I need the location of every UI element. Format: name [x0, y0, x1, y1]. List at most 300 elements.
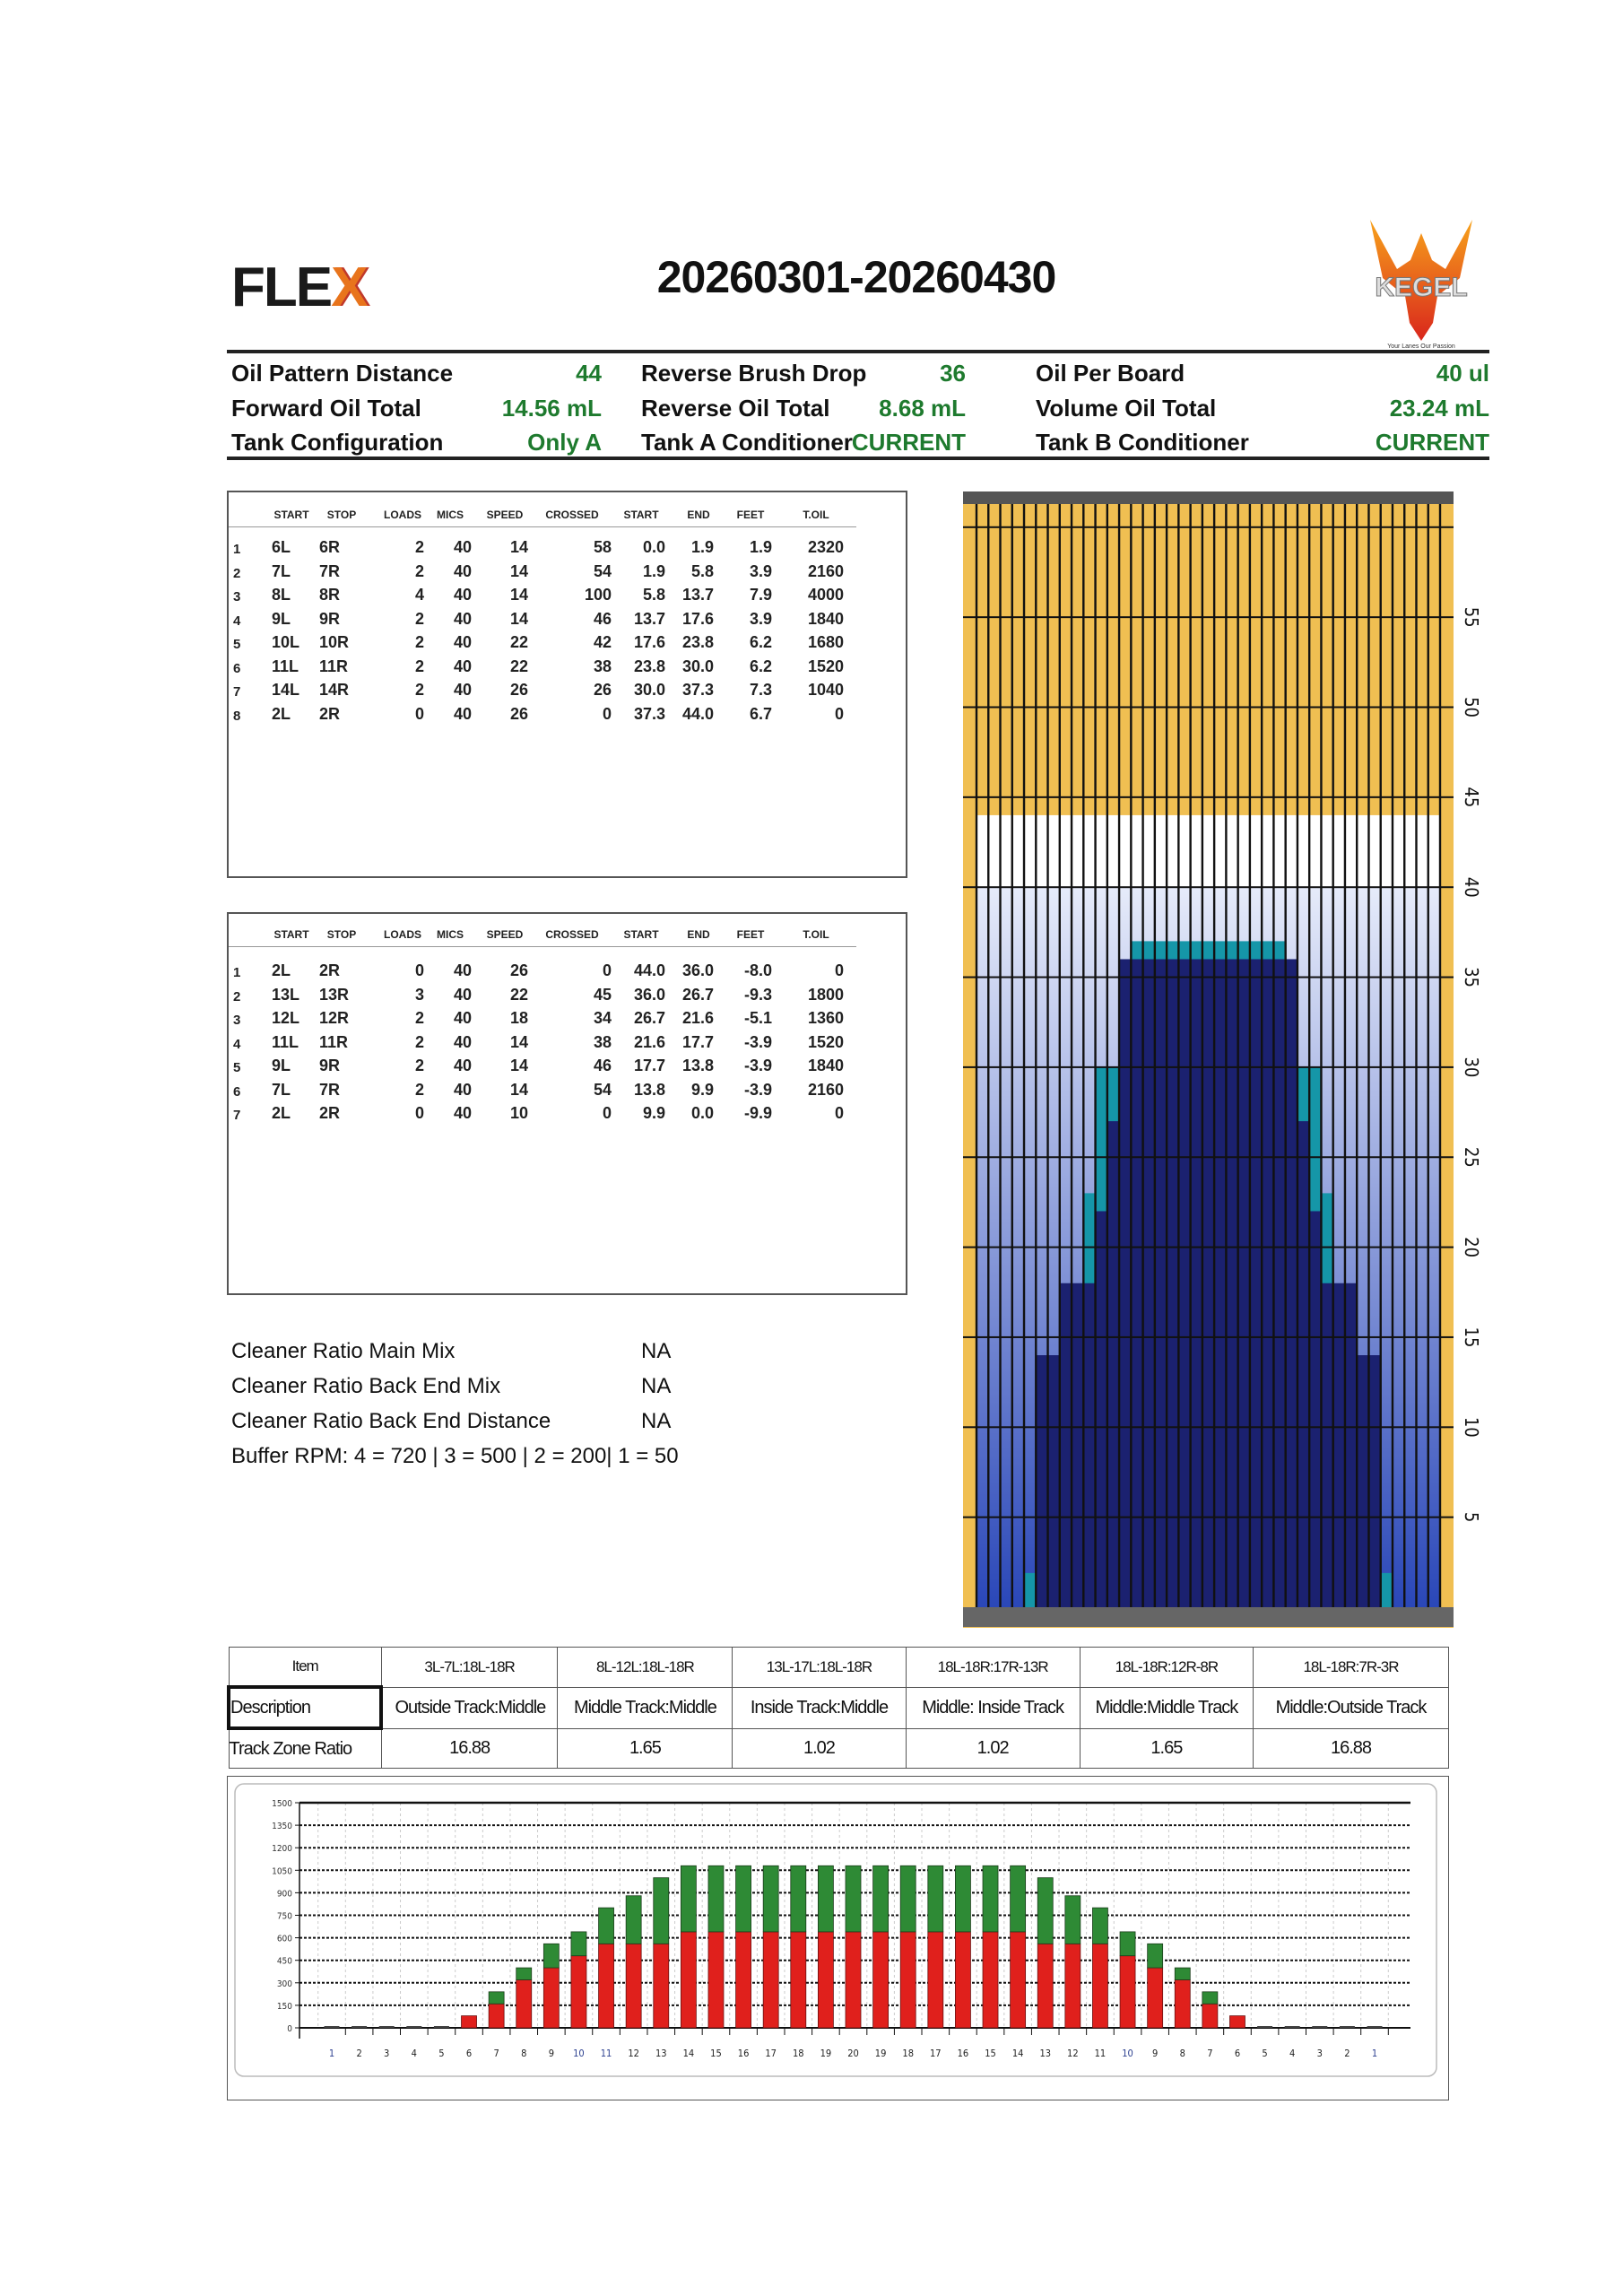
- table-cell: 10L: [272, 633, 300, 651]
- column-header: CROSSED: [545, 509, 599, 521]
- table-cell: 0: [414, 961, 424, 979]
- bar-reverse: [654, 1878, 669, 1944]
- table-cell: 3: [414, 985, 424, 1004]
- board-line: [1189, 504, 1191, 1607]
- x-tick-label: 10: [573, 2048, 585, 2059]
- table-row: [229, 1078, 874, 1100]
- x-tick-label: 9: [1152, 2048, 1159, 2059]
- bar-forward: [818, 1932, 833, 2028]
- info-label: Reverse Brush Drop: [641, 360, 867, 387]
- header-rule-top: [227, 350, 1489, 353]
- table-cell: 40: [453, 657, 472, 675]
- foul-line-band: [963, 1607, 1454, 1627]
- x-tick-label: 2: [356, 2048, 362, 2059]
- bar-reverse: [736, 1866, 751, 1932]
- bar-reverse: [763, 1866, 778, 1932]
- bar-reverse: [599, 1908, 614, 1944]
- table-row: [229, 702, 874, 724]
- cleaner-value: NA: [641, 1339, 672, 1363]
- column-header: CROSSED: [545, 928, 599, 941]
- table-cell: 54: [593, 1080, 612, 1099]
- bar-reverse: [818, 1866, 833, 1932]
- board-line: [1380, 504, 1382, 1607]
- table-cell: 2: [414, 1057, 424, 1074]
- table-cell: 2: [414, 1080, 424, 1099]
- info-value: 8.68 mL: [879, 395, 966, 422]
- row-index: 1: [233, 542, 241, 557]
- table-cell: Middle Track:Middle: [558, 1687, 733, 1728]
- bar-forward: [489, 2004, 504, 2028]
- table-cell: 0: [602, 704, 612, 723]
- bar-forward: [1120, 1956, 1135, 2028]
- x-tick-label: 17: [930, 2048, 942, 2059]
- table-cell: 40: [453, 961, 472, 979]
- column-header: MICS: [437, 509, 464, 521]
- board-line: [1118, 504, 1120, 1607]
- board-line: [1225, 504, 1227, 1607]
- distance-label: 45: [1461, 787, 1482, 808]
- table-cell: 1.65: [1080, 1728, 1253, 1769]
- table-row: [229, 1728, 1449, 1769]
- board-line: [1403, 504, 1405, 1607]
- row-index: 2: [233, 988, 241, 1004]
- oil-front-zone: [976, 815, 1440, 887]
- table-cell: 21.6: [681, 1009, 714, 1027]
- table-cell: 14R: [319, 681, 350, 699]
- board-line: [1166, 504, 1167, 1607]
- table-row: [229, 655, 874, 676]
- chart-frame: [235, 1784, 1436, 2076]
- table-cell: 8L: [272, 586, 291, 604]
- bar-forward: [626, 1944, 641, 2028]
- board-edge-oil: [1024, 1573, 1036, 1607]
- table-cell: 26: [509, 961, 528, 979]
- table-cell: 42: [593, 633, 612, 651]
- x-tick-label: 3: [384, 2048, 390, 2059]
- table-cell: 23.8: [633, 657, 665, 675]
- table-cell: 11L: [272, 657, 299, 675]
- row-index: 8: [233, 708, 241, 724]
- distance-label: 15: [1461, 1326, 1482, 1348]
- table-cell: 3L-7L:18L-18R: [381, 1648, 558, 1688]
- board-heavy-oil: [1273, 959, 1285, 1607]
- bar-forward: [1092, 1944, 1107, 2028]
- cleaner-label: Cleaner Ratio Back End Distance: [231, 1409, 551, 1433]
- board-line: [1344, 504, 1346, 1607]
- table-cell: 30.0: [681, 657, 714, 675]
- table-cell: 38: [593, 657, 612, 675]
- table-cell: 11L: [272, 1032, 299, 1051]
- table-cell: 36.0: [681, 961, 714, 979]
- svg-text:KEGEL: KEGEL: [1375, 273, 1468, 302]
- column-header: START: [273, 509, 309, 521]
- board-heavy-oil: [1143, 959, 1155, 1607]
- bar-forward: [846, 1932, 861, 2028]
- board-heavy-oil: [1309, 1211, 1321, 1607]
- info-label: Oil Pattern Distance: [231, 360, 454, 387]
- x-tick-label: 1: [1371, 2048, 1378, 2059]
- row-index: 7: [233, 1108, 241, 1123]
- flex-logo: [231, 257, 367, 318]
- bar-reverse: [1011, 1866, 1026, 1932]
- row-index: 2: [233, 565, 241, 581]
- table-cell: 17.7: [681, 1032, 714, 1051]
- bar-forward: [955, 1932, 970, 2028]
- x-tick-label: 17: [765, 2048, 777, 2059]
- bar-reverse: [489, 1992, 504, 2004]
- table-cell: 8R: [319, 586, 341, 604]
- board-line: [1415, 504, 1417, 1607]
- flex-logo-x: X: [331, 257, 367, 318]
- x-tick-label: 19: [874, 2048, 887, 2059]
- bar-empty: [1340, 2026, 1355, 2028]
- table-cell: 1520: [807, 1032, 844, 1051]
- table-cell: 0: [414, 1104, 424, 1122]
- table-cell: Middle:Middle Track: [1080, 1687, 1253, 1728]
- table-cell: 45: [593, 985, 612, 1004]
- table-cell: 17.6: [633, 633, 665, 651]
- board-heavy-oil: [1368, 1355, 1380, 1607]
- table-row: [229, 560, 874, 581]
- board-heavy-oil: [1238, 959, 1250, 1607]
- table-cell: 40: [453, 609, 472, 628]
- bar-reverse: [708, 1866, 724, 1932]
- table-cell: 2: [414, 681, 424, 699]
- table-cell: 30.0: [633, 681, 665, 699]
- table-cell: 13.7: [633, 609, 665, 628]
- info-label: Tank A Conditioner: [641, 429, 853, 456]
- table-cell: 40: [453, 1104, 472, 1122]
- table-cell: -9.9: [743, 1104, 772, 1122]
- table-cell: 36.0: [633, 985, 665, 1004]
- column-header: START: [273, 928, 309, 941]
- bar-reverse: [955, 1866, 970, 1932]
- table-cell: 1040: [807, 681, 844, 699]
- table-cell: 2L: [272, 1104, 291, 1122]
- board-line: [976, 504, 977, 1607]
- table-cell: 44.0: [633, 961, 665, 979]
- info-label: Tank Configuration: [231, 429, 444, 456]
- table-row: [229, 1101, 874, 1123]
- column-header: END: [687, 928, 710, 941]
- board-heavy-oil: [1357, 1355, 1368, 1607]
- board-heavy-oil: [1321, 1283, 1332, 1607]
- table-cell: -3.9: [743, 1080, 772, 1099]
- table-cell: Middle:Outside Track: [1254, 1687, 1449, 1728]
- table-cell: -3.9: [743, 1032, 772, 1051]
- board-heavy-oil: [1178, 959, 1190, 1607]
- board-line: [1392, 504, 1393, 1607]
- row-index: 4: [233, 613, 241, 629]
- table-cell: 12R: [319, 1009, 350, 1027]
- bar-reverse: [571, 1932, 586, 1956]
- board-heavy-oil: [1036, 1355, 1047, 1607]
- x-tick-label: 14: [1011, 2048, 1024, 2059]
- table-cell: 21.6: [633, 1032, 665, 1051]
- table-cell: 6L: [272, 538, 291, 556]
- table-cell: 0: [602, 961, 612, 979]
- table-cell: 0: [414, 704, 424, 723]
- bar-empty: [1312, 2026, 1327, 2028]
- row-index: 6: [233, 1083, 241, 1100]
- row-header: Description: [229, 1687, 381, 1728]
- info-label: Volume Oil Total: [1036, 395, 1217, 422]
- x-tick-label: 15: [985, 2048, 996, 2059]
- table-cell: 46: [593, 1057, 612, 1074]
- column-header: STOP: [326, 509, 357, 521]
- board-heavy-oil: [1060, 1283, 1072, 1607]
- oil-pattern-graphic: [963, 491, 1501, 1628]
- bar-reverse: [543, 1944, 559, 1968]
- x-tick-label: 14: [682, 2048, 695, 2059]
- table-cell: 22: [509, 985, 528, 1004]
- table-cell: 6.7: [749, 704, 772, 723]
- board-heavy-oil: [1202, 959, 1214, 1607]
- table-cell: 22: [509, 657, 528, 675]
- board-heavy-oil: [1214, 959, 1226, 1607]
- bar-forward: [654, 1944, 669, 2028]
- table-cell: 18L-18R:17R-13R: [906, 1648, 1080, 1688]
- table-cell: 7R: [319, 1080, 341, 1099]
- table-cell: 40: [453, 633, 472, 651]
- x-tick-label: 4: [411, 2048, 417, 2059]
- board-heavy-oil: [1286, 959, 1298, 1607]
- table-cell: 18: [509, 1009, 528, 1027]
- row-header: Track Zone Ratio: [229, 1728, 381, 1769]
- distance-line: [963, 707, 1454, 709]
- column-header: SPEED: [486, 509, 524, 521]
- info-label: Forward Oil Total: [231, 395, 421, 422]
- x-tick-label: 10: [1122, 2048, 1133, 2059]
- bar-reverse: [1148, 1944, 1163, 1968]
- column-header: T.OIL: [803, 509, 829, 521]
- table-cell: 1360: [807, 1009, 844, 1027]
- y-tick-label: 750: [276, 1911, 292, 1922]
- x-tick-label: 7: [493, 2048, 499, 2059]
- bar-empty: [406, 2026, 421, 2028]
- y-tick-label: 150: [276, 2001, 292, 2012]
- bar-reverse: [1092, 1908, 1107, 1944]
- board-line: [1213, 504, 1215, 1607]
- column-header: START: [623, 509, 659, 521]
- board-line: [1428, 504, 1429, 1607]
- oil-volume-chart: [227, 1776, 1449, 2100]
- bar-empty: [325, 2026, 340, 2028]
- distance-label: 55: [1461, 606, 1482, 628]
- table-cell: 0: [602, 1104, 612, 1122]
- info-value: 23.24 mL: [1389, 395, 1489, 422]
- table-row: [229, 631, 874, 652]
- bar-forward: [681, 1932, 696, 2028]
- board-line: [1059, 504, 1061, 1607]
- board-heavy-oil: [1250, 959, 1262, 1607]
- bar-empty: [1257, 2026, 1272, 2028]
- board-line: [1141, 504, 1143, 1607]
- table-row: [229, 583, 874, 604]
- table-cell: 37.3: [681, 681, 714, 699]
- table-cell: 2160: [807, 561, 844, 580]
- table-cell: 1.9: [642, 561, 665, 580]
- page-title: 20260301-20260430: [656, 252, 1056, 302]
- table-cell: 40: [453, 985, 472, 1004]
- column-header: START: [623, 928, 659, 941]
- x-tick-label: 13: [1039, 2048, 1052, 2059]
- table-cell: 26.7: [633, 1009, 665, 1027]
- table-cell: 40: [453, 561, 472, 580]
- distance-line: [963, 1247, 1454, 1248]
- distance-line: [963, 1156, 1454, 1158]
- bar-forward: [516, 1979, 532, 2028]
- y-tick-label: 1050: [272, 1866, 292, 1877]
- table-cell: 7.3: [749, 681, 772, 699]
- table-cell: Outside Track:Middle: [381, 1687, 558, 1728]
- table-cell: 9R: [319, 609, 341, 628]
- reverse-table: [227, 912, 907, 1295]
- table-cell: 14: [509, 1032, 528, 1051]
- table-cell: 8L-12L:18L-18R: [558, 1648, 733, 1688]
- x-tick-label: 8: [1179, 2048, 1185, 2059]
- table-cell: 3.9: [749, 561, 772, 580]
- y-tick-label: 1200: [272, 1844, 292, 1855]
- column-header: STOP: [326, 928, 357, 941]
- board-line: [1130, 504, 1132, 1607]
- table-cell: 10: [509, 1104, 528, 1122]
- board-line: [1356, 504, 1358, 1607]
- x-tick-label: 13: [655, 2048, 667, 2059]
- header-rule-bottom: [227, 457, 1489, 460]
- x-tick-label: 20: [847, 2048, 859, 2059]
- table-cell: 7R: [319, 561, 341, 580]
- x-tick-label: 2: [1344, 2048, 1350, 2059]
- board-heavy-oil: [1345, 1283, 1357, 1607]
- row-index: 3: [233, 589, 241, 604]
- board-line: [1094, 504, 1096, 1607]
- table-cell: 1840: [807, 1057, 844, 1074]
- board-heavy-oil: [1096, 1211, 1107, 1607]
- table-cell: 9.9: [642, 1104, 665, 1122]
- x-tick-label: 12: [1067, 2048, 1079, 2059]
- bar-empty: [434, 2026, 449, 2028]
- table-cell: 1680: [807, 633, 844, 651]
- distance-line: [963, 1426, 1454, 1428]
- x-tick-label: 18: [902, 2048, 915, 2059]
- info-value: Only A: [527, 429, 602, 456]
- table-cell: 6R: [319, 538, 341, 556]
- board-heavy-oil: [1131, 959, 1142, 1607]
- row-index: 5: [233, 1060, 241, 1075]
- table-cell: Middle: Inside Track: [906, 1687, 1080, 1728]
- table-cell: 14L: [272, 681, 300, 699]
- board-line: [1272, 504, 1274, 1607]
- table-cell: 18L-18R:12R-8R: [1080, 1648, 1253, 1688]
- table-cell: 14: [509, 538, 528, 556]
- distance-label: 35: [1461, 967, 1482, 987]
- row-index: 4: [233, 1036, 241, 1052]
- table-cell: 40: [453, 538, 472, 556]
- table-cell: 2: [414, 657, 424, 675]
- table-cell: 13L-17L:18L-18R: [733, 1648, 906, 1688]
- bar-empty: [379, 2026, 395, 2028]
- info-value: CURRENT: [851, 429, 966, 456]
- table-row: [229, 535, 874, 557]
- table-cell: 14: [509, 586, 528, 604]
- board-line: [1332, 504, 1333, 1607]
- table-cell: 22: [509, 633, 528, 651]
- board-heavy-oil: [1298, 1121, 1309, 1607]
- distance-label: 5: [1461, 1511, 1482, 1523]
- table-cell: 13R: [319, 985, 350, 1004]
- bar-forward: [1037, 1944, 1053, 2028]
- table-cell: 26.7: [681, 985, 714, 1004]
- table-cell: 2: [414, 609, 424, 628]
- cleaner-label: Cleaner Ratio Back End Mix: [231, 1374, 501, 1398]
- board-line: [1082, 504, 1084, 1607]
- bar-reverse: [516, 1968, 532, 1979]
- bar-reverse: [626, 1896, 641, 1944]
- column-header: T.OIL: [803, 928, 829, 941]
- buffer-rpm: Buffer RPM: 4 = 720 | 3 = 500 | 2 = 200| 1 = 50: [231, 1444, 679, 1468]
- x-tick-label: 15: [710, 2048, 722, 2059]
- board-line: [1367, 504, 1369, 1607]
- x-tick-label: 16: [737, 2048, 750, 2059]
- table-cell: 40: [453, 1057, 472, 1074]
- table-cell: 40: [453, 586, 472, 604]
- table-cell: 0: [834, 704, 844, 723]
- table-row: [229, 959, 874, 980]
- board-line: [1439, 504, 1441, 1607]
- board-heavy-oil: [1048, 1355, 1060, 1607]
- distance-line: [963, 616, 1454, 618]
- board-heavy-oil: [1155, 959, 1167, 1607]
- row-index: 6: [233, 660, 241, 676]
- board-line: [1202, 504, 1203, 1607]
- pin-deck-band: [963, 491, 1454, 504]
- table-cell: 14: [509, 1057, 528, 1074]
- info-value: 14.56 mL: [501, 395, 602, 422]
- board-line: [999, 504, 1001, 1607]
- distance-line: [963, 1336, 1454, 1338]
- board-heavy-oil: [1119, 959, 1131, 1607]
- table-cell: 7.9: [749, 586, 772, 604]
- svg-text:Your Lanes Our Passion: Your Lanes Our Passion: [1387, 344, 1455, 350]
- table-cell: -9.3: [743, 985, 772, 1004]
- board-heavy-oil: [1107, 1121, 1119, 1607]
- table-cell: 2160: [807, 1080, 844, 1099]
- table-cell: 6.2: [749, 633, 772, 651]
- bar-forward: [736, 1932, 751, 2028]
- info-label: Oil Per Board: [1036, 360, 1185, 387]
- x-tick-label: 1: [328, 2048, 335, 2059]
- distance-label: 30: [1461, 1057, 1482, 1078]
- board-line: [1237, 504, 1238, 1607]
- table-cell: 12L: [272, 1009, 300, 1027]
- table-cell: 4000: [807, 586, 844, 604]
- board-edge-oil: [1381, 1573, 1393, 1607]
- y-tick-label: 300: [276, 1979, 292, 1989]
- table-cell: 40: [453, 1009, 472, 1027]
- table-row: [229, 983, 874, 1004]
- x-tick-label: 11: [1094, 2048, 1107, 2059]
- kegel-logo: [1361, 215, 1481, 350]
- table-cell: 0.0: [690, 1104, 714, 1122]
- board-line: [1261, 504, 1263, 1607]
- info-value: 36: [940, 360, 966, 387]
- bar-reverse: [1202, 1992, 1218, 2004]
- table-cell: 0.0: [642, 538, 665, 556]
- table-cell: 37.3: [633, 704, 665, 723]
- row-index: 5: [233, 637, 241, 652]
- table-cell: -8.0: [743, 961, 772, 979]
